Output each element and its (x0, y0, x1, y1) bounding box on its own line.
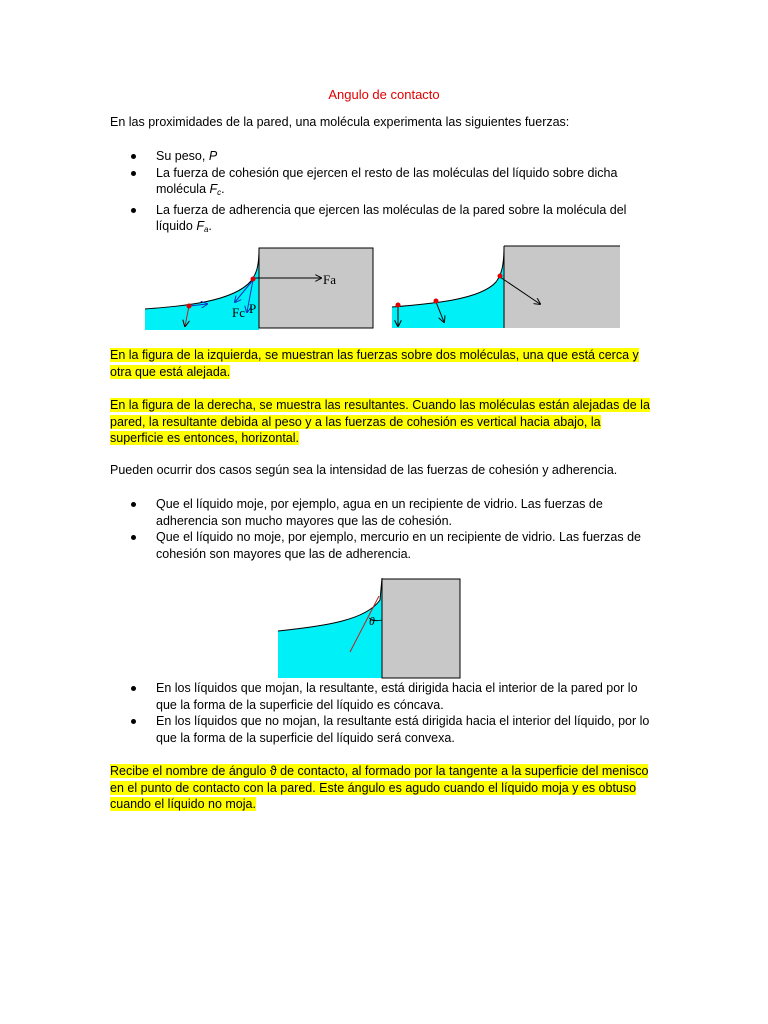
far-molecule (396, 303, 401, 308)
figure-contact-angle (276, 578, 462, 680)
wall (504, 246, 620, 328)
near-molecule (498, 274, 503, 279)
result-item-concave: En los líquidos que mojan, la resultante, está dirigida hacia el interior de la pared por lo que la forma de la superficie del líquido es cóncava. (110, 680, 655, 713)
force-item-adhesion: La fuerza de adherencia que ejercen las moléculas de la pared sobre la molécula del líquido $F_a$. (110, 202, 655, 239)
bullet-icon (131, 719, 136, 724)
results-list (110, 680, 655, 746)
paragraph-contact-angle-definition: Recibe el nombre de ángulo ϑ de contacto, al formado por la tangente a la superficie del menisco en el punto de contacto con la pared. Este ángulo es agudo cuando el líquido moja y es obtuso cuando el líquido no moja. (110, 764, 649, 811)
bullet-icon (131, 171, 136, 176)
paragraph-cases: Pueden ocurrir dos casos según sea la intensidad de las fuerzas de cohesión y adherencia. (110, 463, 618, 477)
theta-label: θ (369, 614, 375, 628)
liquid-region (392, 246, 504, 328)
figure-forces-diagram (143, 246, 375, 330)
figure-resultants-diagram (390, 244, 622, 330)
label-fc: Fc (232, 305, 245, 320)
result-item-convex: En los líquidos que no mojan, la resultante está dirigida hacia el interior del líquido, por lo que la forma de la superficie del líquido será convexa. (110, 713, 655, 746)
label-fa: Fa (323, 272, 336, 287)
cases-list (110, 496, 655, 562)
label-p: P (249, 301, 257, 316)
intro-paragraph: En las proximidades de la pared, una molécula experimenta las siguientes fuerzas: (110, 115, 570, 129)
bullet-icon (131, 502, 136, 507)
bullet-icon (131, 154, 136, 159)
paragraph-right-figure: En la figura de la derecha, se muestra las resultantes. Cuando las moléculas están alejadas de la pared, la resultante debida al peso y a las fuerzas de cohesión es vertical hacia abajo, la superficie es entonces, horizontal. (110, 398, 650, 445)
page-title: Angulo de contacto (328, 87, 440, 102)
bullet-icon (131, 686, 136, 691)
case-item-does-not-wet: Que el líquido no moje, por ejemplo, mercurio en un recipiente de vidrio. Las fuerzas de cohesión son mayores que las de adherencia. (110, 529, 655, 562)
case-item-wets: Que el líquido moje, por ejemplo, agua en un recipiente de vidrio. Las fuerzas de adherencia son mucho mayores que las de cohesión. (110, 496, 655, 529)
far-molecule (187, 304, 192, 309)
bullet-icon (131, 208, 136, 213)
liquid-region (278, 578, 382, 678)
paragraph-left-figure: En la figura de la izquierda, se muestran las fuerzas sobre dos moléculas, una que está cerca y otra que está alejada. (110, 348, 639, 379)
near-molecule (251, 277, 256, 282)
wall (259, 248, 373, 328)
force-item-weight: Su peso, P (110, 148, 655, 165)
wall (382, 579, 460, 678)
force-item-cohesion: La fuerza de cohesión que ejercen el resto de las moléculas del líquido sobre dicha molécula $F_c$. (110, 165, 655, 202)
forces-list (110, 148, 655, 239)
bullet-icon (131, 535, 136, 540)
mid-molecule (434, 299, 439, 304)
